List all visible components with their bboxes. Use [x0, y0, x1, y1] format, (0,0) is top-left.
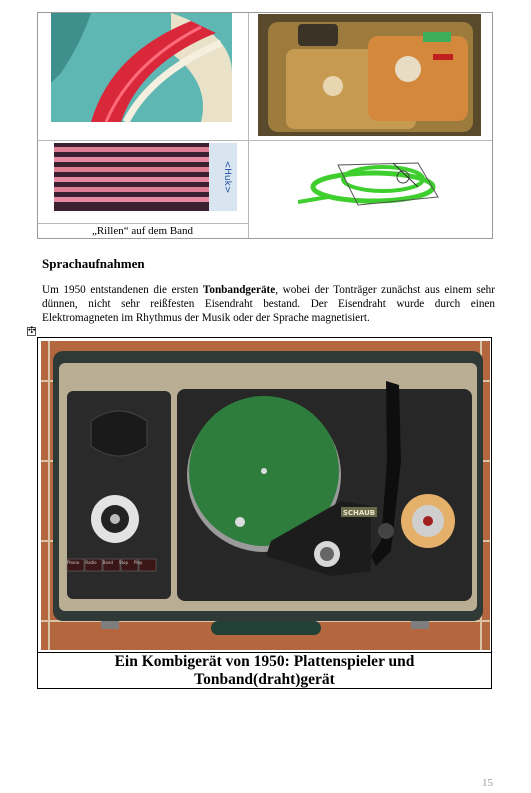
tape-scale-label: <Huk>	[222, 160, 232, 194]
tape-recorder-photo	[258, 14, 481, 136]
brand-plate-label: SCHAUB	[342, 509, 376, 517]
combi-device-photo	[41, 341, 490, 650]
table-divider-vertical	[248, 13, 249, 238]
button-label-radio: Radio	[85, 560, 97, 565]
paragraph-bold-term: Tonbandgeräte	[202, 284, 276, 296]
button-label-band: Band	[102, 560, 113, 565]
button-label-play: Play	[134, 560, 143, 565]
table-divider-horizontal	[38, 140, 492, 141]
page-number: 15	[482, 777, 493, 789]
body-paragraph	[42, 283, 495, 326]
button-label-stop: Stop	[118, 560, 129, 565]
main-figure-caption	[38, 652, 491, 689]
table-move-handle-icon[interactable]: ✣	[28, 326, 36, 336]
caption-line-1: Ein Kombigerät von 1950: Plattenspieler und	[114, 653, 415, 670]
figure-caption-rillen: „Rillen“ auf dem Band	[91, 225, 194, 237]
section-heading: Sprachaufnahmen	[42, 256, 145, 271]
caption-line-2: Tonband(draht)gerät	[194, 671, 335, 688]
control-button-labels	[67, 560, 157, 570]
button-label-phono: Phono	[67, 560, 80, 565]
wire-spool-drawing	[298, 157, 448, 215]
paragraph-text-1: Um 1950 entstandenen die ersten	[42, 284, 203, 296]
tape-reel-photo	[51, 13, 232, 122]
tape-grooves-photo	[54, 143, 237, 211]
paragraph-text-2: , wobei der Tonträger zunächst aus einem sehr dünnen, nicht sehr reißfesten Eisendraht bestand. Der Eisendraht wurde durch einen Elektromagneten im Rhythmus der Musik oder der Sprache magnetisiert.	[42, 284, 495, 325]
